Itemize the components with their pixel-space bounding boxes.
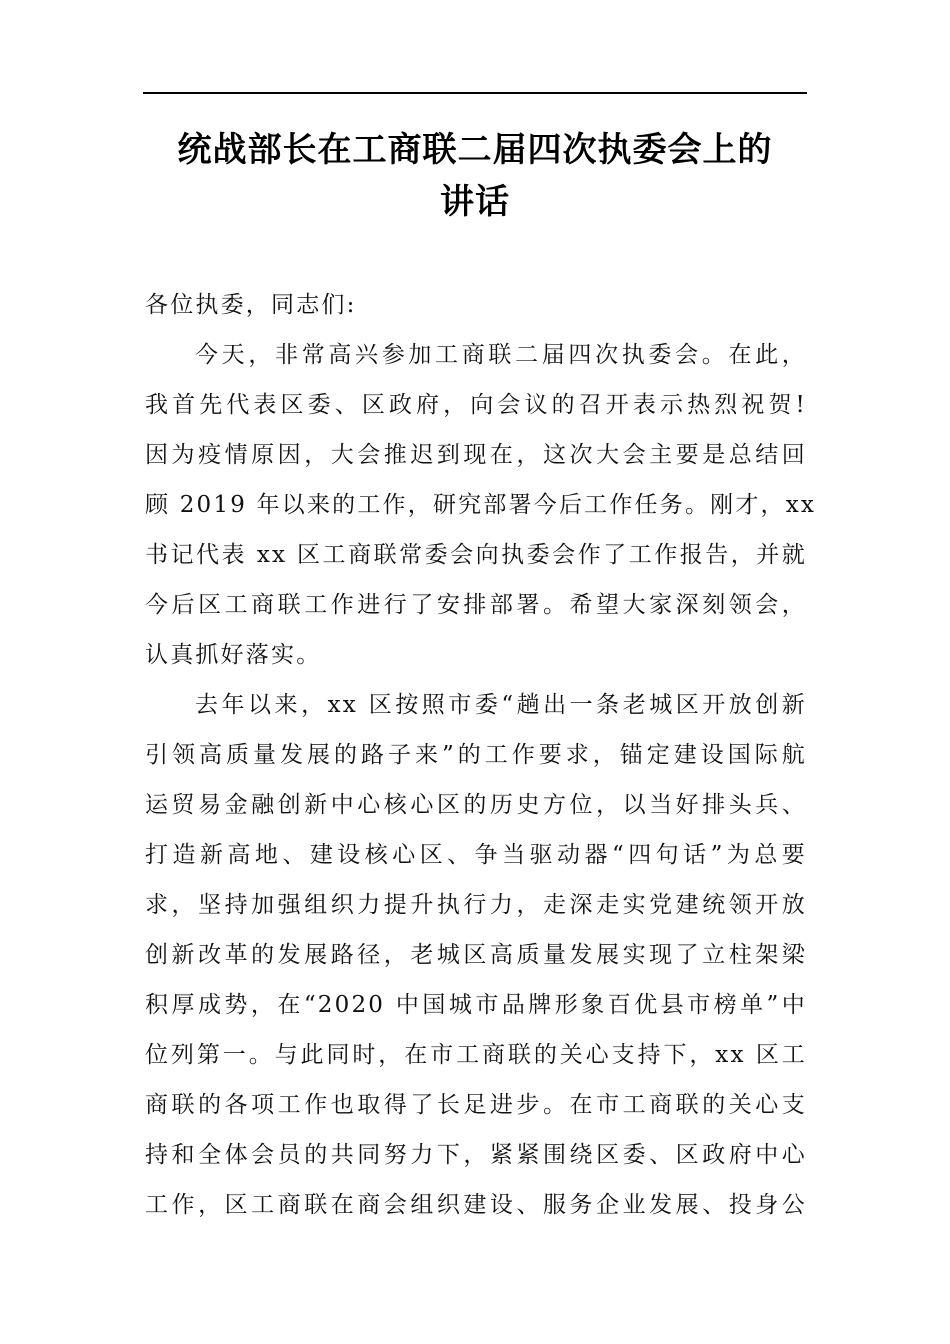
paragraph-2-line: 打造新高地、建设核心区、争当驱动器“四句话”为总要 <box>145 842 807 868</box>
paragraph-2-line: 工作，区工商联在商会组织建设、服务企业发展、投身公 <box>145 1192 807 1218</box>
header-rule <box>143 92 807 94</box>
document-body <box>145 280 817 1230</box>
salutation: 各位执委，同志们: <box>145 292 357 318</box>
paragraph-1-line: 我首先代表区委、区政府，向会议的召开表示热烈祝贺! <box>145 392 807 418</box>
paragraph-1-line: 认真抓好落实。 <box>145 642 322 668</box>
paragraph-2-line: 商联的各项工作也取得了长足进步。在市工商联的关心支 <box>145 1092 807 1118</box>
title-line-1: 统战部长在工商联二届四次执委会上的 <box>177 130 773 170</box>
paragraph-2-line: 运贸易金融创新中心核心区的历史方位，以当好排头兵、 <box>145 792 807 818</box>
title-line-2: 讲话 <box>440 182 510 222</box>
document-title <box>143 124 807 228</box>
paragraph-1-line: 书记代表 xx 区工商联常委会向执委会作了工作报告，并就 <box>145 542 807 568</box>
paragraph-2-line: 去年以来，xx 区按照市委“趟出一条老城区开放创新 <box>195 692 807 718</box>
paragraph-1-line: 今天，非常高兴参加工商联二届四次执委会。在此， <box>195 342 807 368</box>
paragraph-1-line: 因为疫情原因，大会推迟到现在，这次大会主要是总结回 <box>145 442 807 468</box>
paragraph-2-line: 位列第一。与此同时，在市工商联的关心支持下，xx 区工 <box>145 1042 807 1068</box>
paragraph-2-line: 持和全体会员的共同努力下，紧紧围绕区委、区政府中心 <box>145 1142 807 1168</box>
paragraph-2-line: 积厚成势，在“2020 中国城市品牌形象百优县市榜单”中 <box>145 992 807 1018</box>
paragraph-1-line: 今后区工商联工作进行了安排部署。希望大家深刻领会， <box>145 592 807 618</box>
paragraph-1-line: 顾 2019 年以来的工作，研究部署今后工作任务。刚才，xx <box>145 492 817 518</box>
paragraph-2-line: 求，坚持加强组织力提升执行力，走深走实党建统领开放 <box>145 892 807 918</box>
paragraph-2-line: 引领高质量发展的路子来”的工作要求，锚定建设国际航 <box>145 742 807 768</box>
paragraph-2-line: 创新改革的发展路径，老城区高质量发展实现了立柱架梁 <box>145 942 807 968</box>
